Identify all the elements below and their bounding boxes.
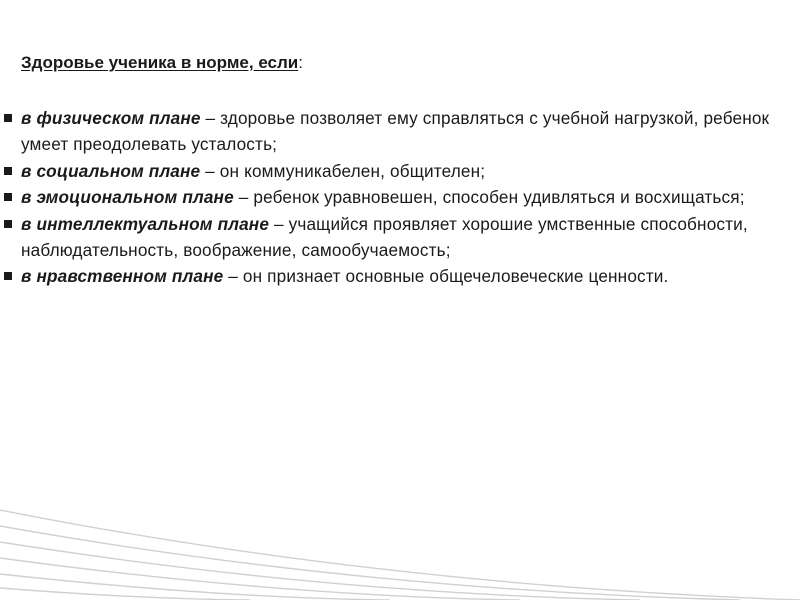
bullet-square-icon [4,114,12,122]
criterion-intellectual [0,211,790,264]
decorative-stripes [0,490,800,600]
criterion-text: – он коммуникабелен, общителен; [200,160,486,181]
criterion-emotional [0,184,790,210]
stripe-1 [0,510,800,600]
slide-heading [21,52,303,74]
criterion-text: – учащийся проявляет хорошие умственные способности, наблюдательность, воображение, самообучаемость; [21,213,748,261]
stripe-6 [0,588,250,600]
bullet-square-icon [4,220,12,228]
criterion-lead: в интеллектуальном плане [21,213,270,234]
stripe-2 [0,526,740,600]
heading-text: Здоровье ученика в норме, если [21,53,299,72]
criterion-text: – здоровье позволяет ему справляться с учебной нагрузкой, ребенок умеет преодолевать усталость; [21,108,770,155]
bullet-square-icon [4,193,12,201]
stripe-5 [0,574,390,600]
criterion-lead: в нравственном плане [21,266,224,287]
criterion-lead: в социальном плане [21,160,201,181]
criterion-moral [0,263,790,289]
criterion-text: – он признает основные общечеловеческие ценности. [223,266,669,287]
bullet-square-icon [4,272,12,280]
bullet-square-icon [4,167,12,175]
criterion-physical [0,105,790,158]
heading-colon: : [298,53,303,72]
criterion-lead: в физическом плане [21,108,201,128]
criterion-lead: в эмоциональном плане [21,187,234,208]
criteria-list [0,105,790,290]
criterion-social [0,158,790,184]
criterion-text: – ребенок уравновешен, способен удивляться и восхищаться; [233,187,745,208]
